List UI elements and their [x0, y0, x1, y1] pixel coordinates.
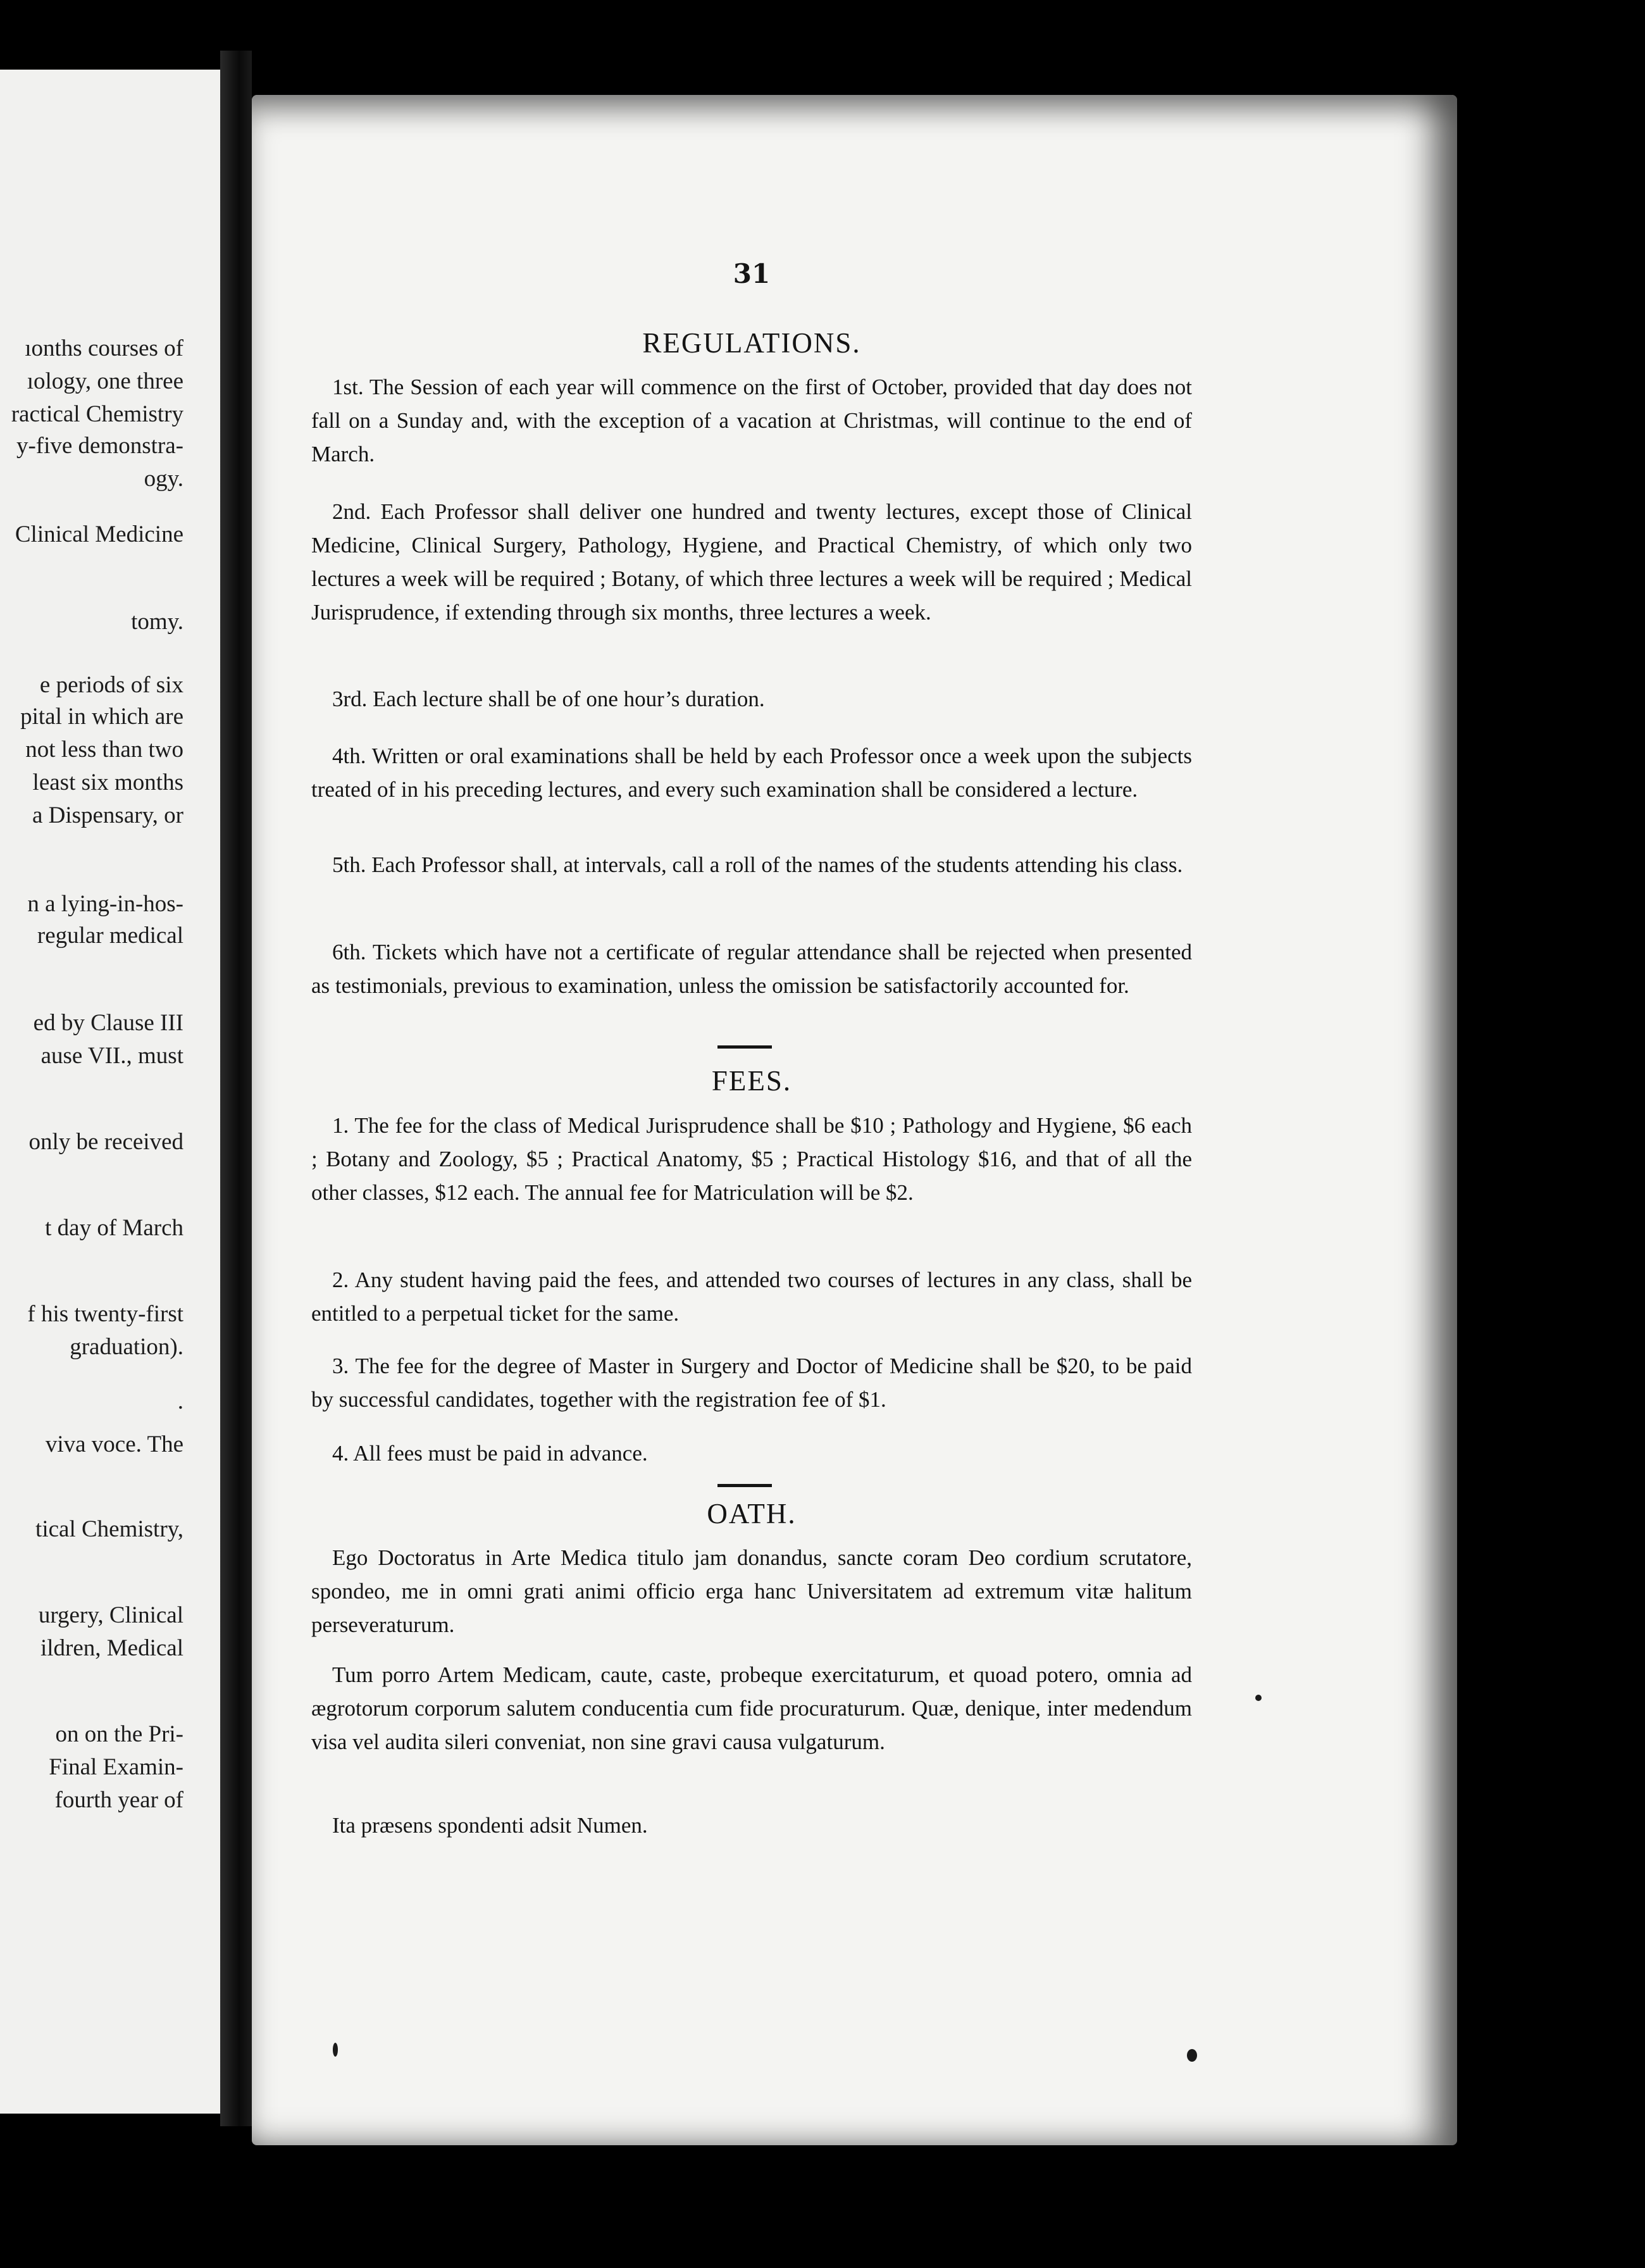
fee-item-1: 1. The fee for the class of Medical Jurisprudence shall be $10 ; Pathology and Hygiene, $6 each ; Botany and Zoology, $5 ; Practical Anatomy, $5 ; Practical Histology $16, and that of all the other classes, $12 each. The annual fee for Matriculation will be $2. — [311, 1113, 1192, 1205]
fee-item-4: 4. All fees must be paid in advance. — [332, 1441, 648, 1466]
facing-page-line: Clinical Medicine — [15, 521, 183, 547]
facing-page-line: tical Chemistry, — [35, 1516, 183, 1542]
section-divider — [717, 1484, 772, 1487]
facing-page-line: t day of March — [45, 1215, 183, 1241]
oath-heading: OATH. — [707, 1498, 797, 1530]
facing-page-line: regular medical — [37, 923, 183, 949]
regulation-6: 6th. Tickets which have not a certificate of regular attendance shall be rejected when presented as testimonials, previous to examination, unless the omission be satisfactorily accounted for. — [311, 940, 1192, 998]
regulation-5: 5th. Each Professor shall, at intervals, call a roll of the names of the students attending his class. — [332, 852, 1183, 877]
facing-page-line: on on the Pri- — [55, 1721, 183, 1747]
facing-page-line: ıonths courses of — [25, 335, 183, 361]
facing-page-line: fourth year of — [54, 1787, 183, 1813]
facing-page-line: ıology, one three — [27, 368, 183, 394]
oath-paragraph-2: Tum porro Artem Medicam, caute, caste, probeque exercitaturum, et quoad potero, omnia ad ægrotorum corporum salutem conducentia cum fide procuraturum. Quæ, denique, inter medendum visa vel audita sileri conveniat, non sine gravi causa vulgaturum. — [311, 1662, 1192, 1754]
regulation-4: 4th. Written or oral examinations shall be held by each Professor once a week upon the subjects treated of in his preceding lectures, and every such examination shall be considered a lecture. — [311, 744, 1192, 802]
facing-page-line: ildren, Medical — [40, 1635, 183, 1661]
facing-page-line: pital in which are — [20, 704, 183, 730]
facing-page-line: not less than two — [25, 737, 183, 763]
fee-item-3: 3. The fee for the degree of Master in Surgery and Doctor of Medicine shall be $20, to be paid by successful candidates, together with the registration fee of $1. — [311, 1354, 1192, 1412]
facing-page-line: urgery, Clinical — [38, 1602, 183, 1628]
page-number: 31 — [733, 258, 771, 289]
facing-page-line: Final Examin- — [49, 1754, 183, 1780]
facing-page-line: least six months — [32, 770, 183, 795]
facing-page-line: e periods of six — [39, 672, 183, 698]
regulation-2: 2nd. Each Professor shall deliver one hundred and twenty lectures, except those of Clinical Medicine, Clinical Surgery, Pathology, Hygiene, and Practical Chemistry, of which only two lectures a week will be required ; Botany, of which three lectures a week will be required ; Medical Jurisprudence, if extending through six months, three lectures a week. — [311, 499, 1192, 625]
facing-page-line: graduation). — [70, 1334, 183, 1360]
ink-speck — [1187, 2049, 1197, 2062]
facing-page-line: y-five demonstra- — [16, 433, 183, 459]
regulation-1: 1st. The Session of each year will commence on the first of October, provided that day does not fall on a Sunday and, with the exception of a vacation at Christmas, will continue to the end of March. — [311, 375, 1192, 466]
facing-page-line: ogy. — [144, 466, 183, 492]
ink-speck — [333, 2043, 338, 2057]
facing-page-left — [0, 70, 220, 2114]
facing-page-line: n a lying-in-hos- — [27, 891, 183, 917]
facing-page-line: ed by Clause III — [33, 1010, 183, 1036]
facing-page-line: ause VII., must — [40, 1043, 183, 1069]
regulations-heading: REGULATIONS. — [642, 327, 861, 359]
facing-page-line: . — [177, 1388, 183, 1414]
fee-item-2: 2. Any student having paid the fees, and attended two courses of lectures in any class, shall be entitled to a perpetual ticket for the same. — [311, 1268, 1192, 1326]
facing-page-line: only be received — [28, 1129, 183, 1155]
ink-speck — [1255, 1695, 1262, 1701]
facing-page-line: a Dispensary, or — [32, 802, 183, 828]
regulation-3: 3rd. Each lecture shall be of one hour’s duration. — [332, 687, 765, 711]
book-gutter — [220, 51, 252, 2126]
facing-page-line: viva voce. The — [45, 1431, 183, 1457]
facing-page-line: ractical Chemistry — [11, 401, 183, 427]
section-divider — [717, 1045, 772, 1049]
oath-paragraph-1: Ego Doctoratus in Arte Medica titulo jam donandus, sancte coram Deo cordium scrutatore, spondeo, me in omni grati animi officio erga hanc Universitatem ad extremum vitæ halitum perseveraturum. — [311, 1545, 1192, 1637]
facing-page-line: tomy. — [131, 609, 183, 635]
oath-paragraph-3: Ita præsens spondenti adsit Numen. — [332, 1813, 648, 1838]
facing-page-line: f his twenty-first — [27, 1301, 183, 1327]
fees-heading: FEES. — [711, 1065, 792, 1097]
